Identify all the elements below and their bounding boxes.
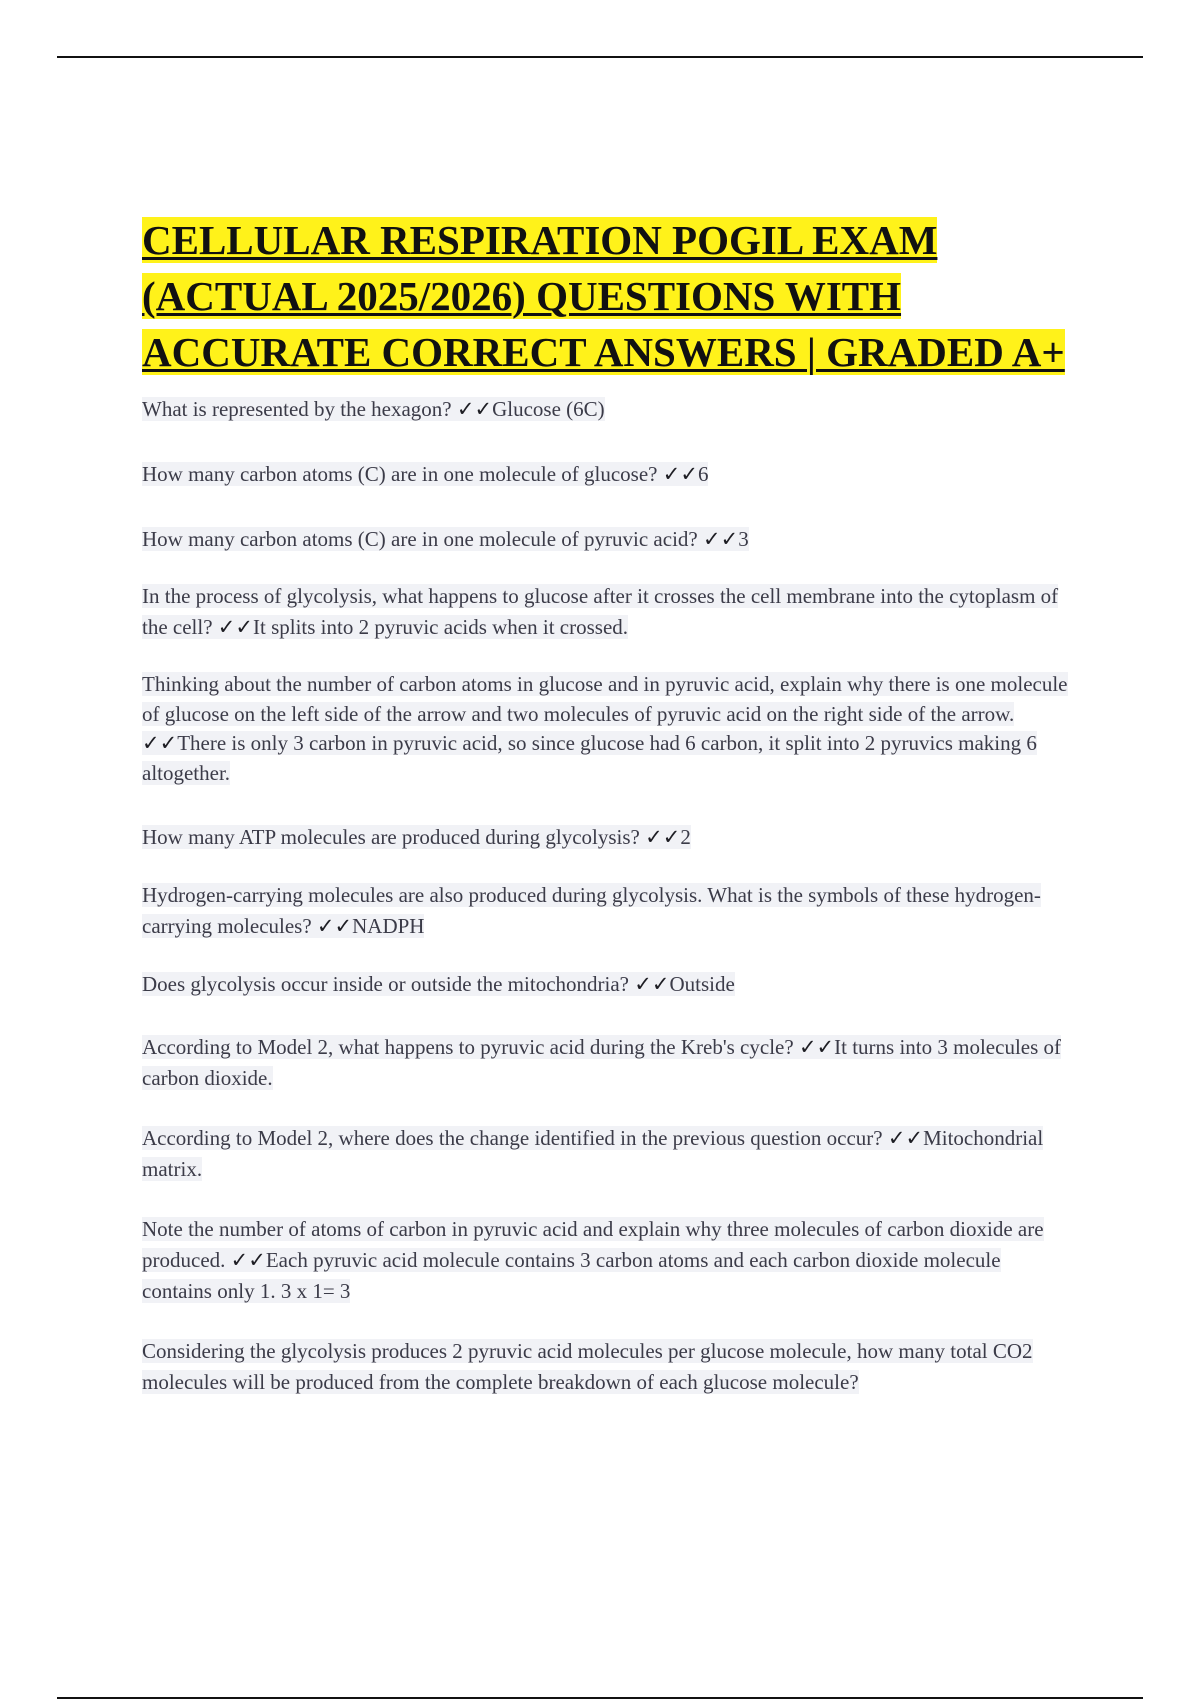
question-text: Does glycolysis occur inside or outside the mitochondria? — [142, 972, 635, 996]
question-text: Hydrogen-carrying molecules are also produced during glycolysis. What is the symbols of these hydrogen-carrying molecules? — [142, 883, 1041, 938]
qa-item — [142, 822, 1072, 853]
question-text: According to Model 2, what happens to pyruvic acid during the Kreb's cycle? — [142, 1035, 799, 1059]
check-mark-icon: ✓✓ — [798, 1035, 835, 1059]
bottom-rule — [57, 1697, 1143, 1699]
question-text: How many carbon atoms (C) are in one molecule of glucose? — [142, 462, 663, 486]
qa-item — [142, 394, 1072, 425]
check-mark-icon: ✓✓ — [702, 527, 739, 551]
answer-text: NADPH — [352, 914, 425, 938]
check-mark-icon: ✓✓ — [230, 1248, 266, 1272]
answer-text: Outside — [669, 972, 735, 996]
qa-item — [142, 1336, 1072, 1398]
check-mark-icon: ✓✓ — [217, 615, 253, 639]
qa-item — [142, 524, 1072, 555]
check-mark-icon: ✓✓ — [456, 397, 493, 421]
question-text: How many carbon atoms (C) are in one molecule of pyruvic acid? — [142, 527, 703, 551]
question-text: According to Model 2, where does the change identified in the previous question occur? — [142, 1126, 888, 1150]
answer-text: It splits into 2 pyruvic acids when it crossed. — [253, 615, 629, 639]
answer-text: 3 — [738, 527, 749, 551]
document-title: CELLULAR RESPIRATION POGIL EXAM (ACTUAL 2025/2026) QUESTIONS WITH ACCURATE CORRECT ANSWERS | GRADED A+ — [142, 217, 1065, 375]
check-mark-icon: ✓✓ — [662, 462, 698, 486]
check-mark-icon: ✓✓ — [634, 972, 670, 996]
answer-text: 2 — [680, 825, 691, 849]
question-text: Thinking about the number of carbon atoms in glucose and in pyruvic acid, explain why there is one molecule of glucose on the left side of the arrow and two molecules of pyruvic acid on the right side of the arrow. — [142, 672, 1068, 726]
question-text: How many ATP molecules are produced during glycolysis? — [142, 825, 646, 849]
answer-text: Mitochondrial matrix. — [142, 1126, 1044, 1181]
top-rule — [57, 56, 1143, 58]
answer-text: Glucose (6C) — [492, 397, 605, 421]
qa-item — [142, 969, 1072, 1000]
question-text: Considering the glycolysis produces 2 pyruvic acid molecules per glucose molecule, how many total CO2 molecules will be produced from the complete breakdown of each glucose molecule? — [142, 1339, 1033, 1394]
qa-item — [142, 1032, 1072, 1094]
question-text: Note the number of atoms of carbon in pyruvic acid and explain why three molecules of carbon dioxide are produced. — [142, 1217, 1044, 1272]
answer-text: It turns into 3 molecules of carbon dioxide. — [142, 1035, 1062, 1090]
document-body — [142, 212, 1072, 1398]
qa-item — [142, 670, 1072, 788]
qa-item — [142, 459, 1072, 490]
qa-item — [142, 581, 1072, 643]
check-mark-icon: ✓✓ — [142, 731, 178, 755]
question-text: In the process of glycolysis, what happens to glucose after it crosses the cell membrane into the cytoplasm of the cell? — [142, 584, 1059, 639]
answer-text: Each pyruvic acid molecule contains 3 carbon atoms and each carbon dioxide molecule contains only 1. 3 x 1= 3 — [142, 1248, 1001, 1303]
qa-item — [142, 1123, 1072, 1185]
qa-item — [142, 880, 1072, 942]
check-mark-icon: ✓✓ — [645, 825, 681, 849]
check-mark-icon: ✓✓ — [316, 914, 353, 938]
answer-text: There is only 3 carbon in pyruvic acid, so since glucose had 6 carbon, it split into 2 pyruvics making 6 altogether. — [142, 731, 1037, 785]
qa-item — [142, 1214, 1072, 1307]
answer-text: 6 — [697, 462, 709, 486]
question-text: What is represented by the hexagon? — [142, 397, 457, 421]
check-mark-icon: ✓✓ — [887, 1126, 924, 1150]
